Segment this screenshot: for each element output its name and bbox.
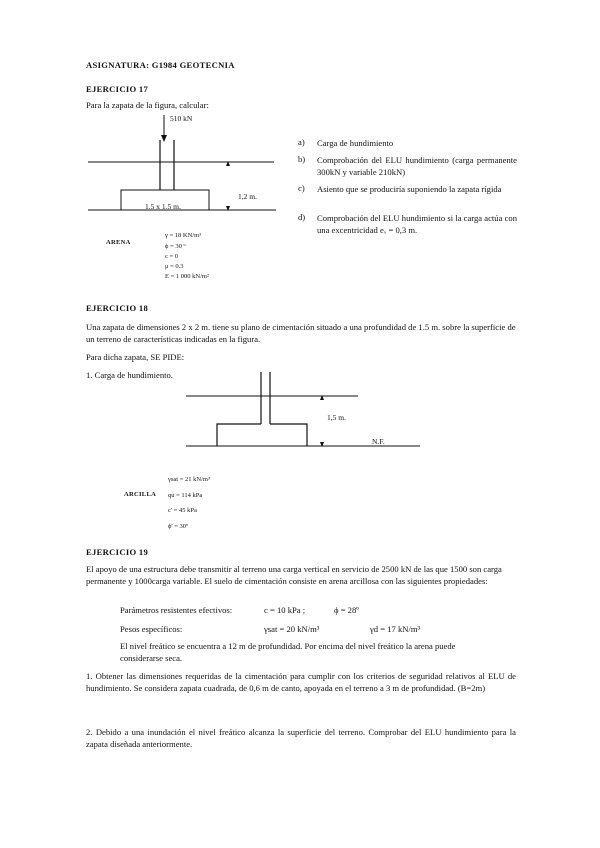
ex17-prop: γ = 18 KN/m³ [165, 232, 202, 239]
ex18-depth-label: 1,5 m. [327, 413, 346, 422]
ex17-soil-name: ARENA [106, 239, 131, 246]
ex17-intro: Para la zapata de la figura, calcular: [86, 100, 209, 110]
ex19-weights-sat: γsat = 20 kN/m³ [264, 624, 320, 634]
ex19-params-phi: ϕ = 28º [334, 605, 359, 615]
ex18-nf-label: N.F. [372, 437, 385, 446]
ex17-title: EJERCICIO 17 [86, 84, 149, 94]
ex17-item-marker: d) [298, 212, 306, 222]
ex19-item2: 2. Debido a una inundación el nivel freático alcanza la superficie del terreno. Comprobar del ELU hundimiento para la zapata diseñada anteriormente. [86, 727, 516, 749]
ex17-prop: E = 1 000 kN/m² [165, 273, 209, 280]
ex17-item-text: Comprobación del ELU hundimiento si la carga actúa con una excentricidad eₓ = 0,3 m. [317, 213, 517, 235]
ex19-item1: 1. Obtener las dimensiones requeridas de la cimentación para cumplir con los criterios de seguridad relativos al ELU de hundimiento. Se considera zapata cuadrada, de 0,6 m de canto, apoyada en el terreno a 3 m de profundidad. (B=2m) [86, 671, 516, 693]
ex19-params-label: Parámetros resistentes efectivos: [120, 605, 233, 615]
subject-heading: ASIGNATURA: G1984 GEOTECNIA [86, 60, 235, 70]
ex18-title: EJERCICIO 18 [86, 303, 149, 313]
ex17-footing-label: 1.5 x 1.5 m. [145, 202, 181, 211]
ex18-item1: 1. Carga de hundimiento. [86, 370, 173, 380]
ex17-item-marker: b) [298, 154, 306, 164]
ex17-item-marker: a) [298, 137, 305, 147]
ex19-weights-label: Pesos específicos: [120, 624, 183, 634]
ex17-item-text: Comprobación del ELU hundimiento (carga permanente 300kN y variable 210kN) [317, 155, 517, 177]
ex18-request: Para dicha zapata, SE PIDE: [86, 352, 185, 362]
ex19-water-table: El nivel freático se encuentra a 12 m de profundidad. Por encima del nivel freático la arena puede considerarse seca. [120, 641, 456, 663]
ex18-prop: c' = 45 kPa [168, 507, 197, 514]
ex19-title: EJERCICIO 19 [86, 547, 149, 557]
ex17-depth-label: 1,2 m. [238, 192, 257, 201]
ex18-prop: qu = 114 kPa [168, 492, 203, 499]
ex19-params-c: c = 10 kPa ; [264, 605, 306, 615]
ex17-prop: μ = 0.3 [165, 263, 184, 270]
ex19-weights-dry: γd = 17 kN/m³ [370, 624, 421, 634]
ex17-item-text: Asiento que se produciría suponiendo la zapata rígida [317, 184, 502, 194]
ex17-prop: ϕ = 30 º [165, 243, 186, 250]
ex18-prop: γsat = 21 kN/m³ [168, 476, 210, 483]
ex19-intro: El apoyo de una estructura debe transmitir al terreno una carga vertical en servicio de 2500 kN de las que 1500 son carga permanente y 1000carga variable. El suelo de cimentación consiste en arena arcillosa con las siguientes propiedades: [86, 564, 502, 586]
ex17-item-text: Carga de hundimiento [317, 138, 394, 148]
ex17-item-marker: c) [298, 183, 305, 193]
ex18-intro: Una zapata de dimensiones 2 x 2 m. tiene su plano de cimentación situado a una profundidad de 1.5 m. sobre la superficie de un terreno de características indicadas en la figura. [86, 322, 516, 344]
ex18-soil-name: ARCILLA [124, 491, 157, 498]
ex17-prop: c = 0 [165, 253, 179, 260]
ex17-load-label: 510 kN [170, 114, 193, 123]
ex18-prop: ϕ' = 30º [168, 523, 189, 530]
